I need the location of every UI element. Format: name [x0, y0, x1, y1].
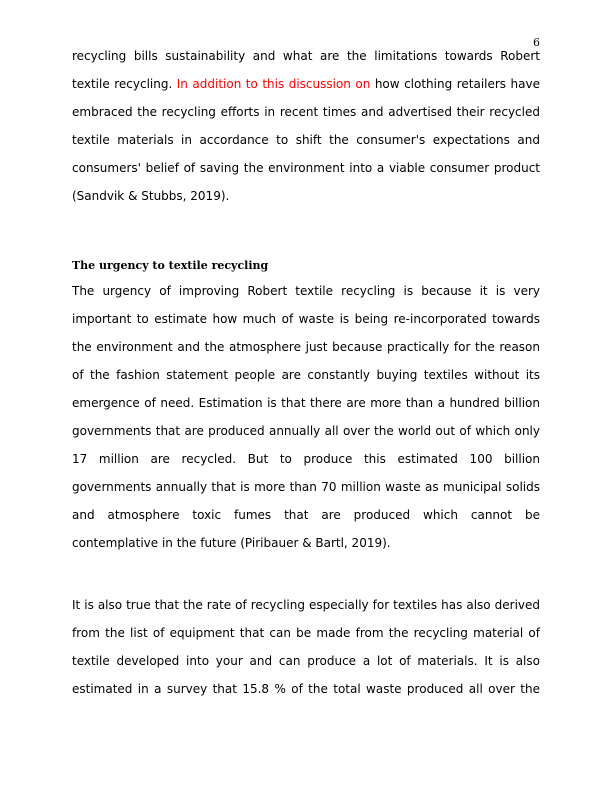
text-line: textile materials in accordance to shift the consumer's expectations and	[72, 133, 540, 147]
text-line: of the fashion statement people are constantly buying textiles without its	[72, 368, 540, 382]
text-line	[72, 76, 540, 92]
text-line: emergence of need. Estimation is that there are more than a hundred billion	[72, 396, 540, 410]
text-line: estimated in a survey that 15.8 % of the total waste produced all over the	[72, 682, 540, 696]
text-line: important to estimate how much of waste is being re-incorporated towards	[72, 312, 540, 326]
text-line: textile developed into your and can produce a lot of materials. It is also	[72, 654, 540, 668]
text-line: and atmosphere toxic fumes that are produced which cannot be	[72, 508, 540, 522]
section-heading: The urgency to textile recycling	[72, 259, 269, 272]
text-line: contemplative in the future (Piribauer & Bartl, 2019).	[72, 536, 391, 550]
text-line: embraced the recycling efforts in recent times and advertised their recycled	[72, 105, 540, 119]
page-number: 6	[533, 36, 540, 49]
text-line: from the list of equipment that can be made from the recycling material of	[72, 626, 540, 640]
text-segment: textile recycling.	[72, 77, 177, 91]
text-line: It is also true that the rate of recycling especially for textiles has also derived	[72, 598, 540, 612]
text-line: governments that are produced annually all over the world out of which only	[72, 424, 540, 438]
text-line: the environment and the atmosphere just because practically for the reason	[72, 340, 540, 354]
text-segment: how clothing retailers have	[370, 77, 540, 91]
text-line: recycling bills sustainability and what are the limitations towards Robert	[72, 49, 540, 63]
text-line: governments annually that is more than 70 million waste as municipal solids	[72, 480, 540, 494]
text-line: consumers' belief of saving the environment into a viable consumer product	[72, 161, 540, 175]
text-line: 17 million are recycled. But to produce this estimated 100 billion	[72, 452, 540, 466]
text-line: (Sandvik & Stubbs, 2019).	[72, 189, 230, 203]
text-line: The urgency of improving Robert textile recycling is because it is very	[72, 284, 540, 298]
highlighted-text: In addition to this discussion on	[176, 77, 371, 91]
